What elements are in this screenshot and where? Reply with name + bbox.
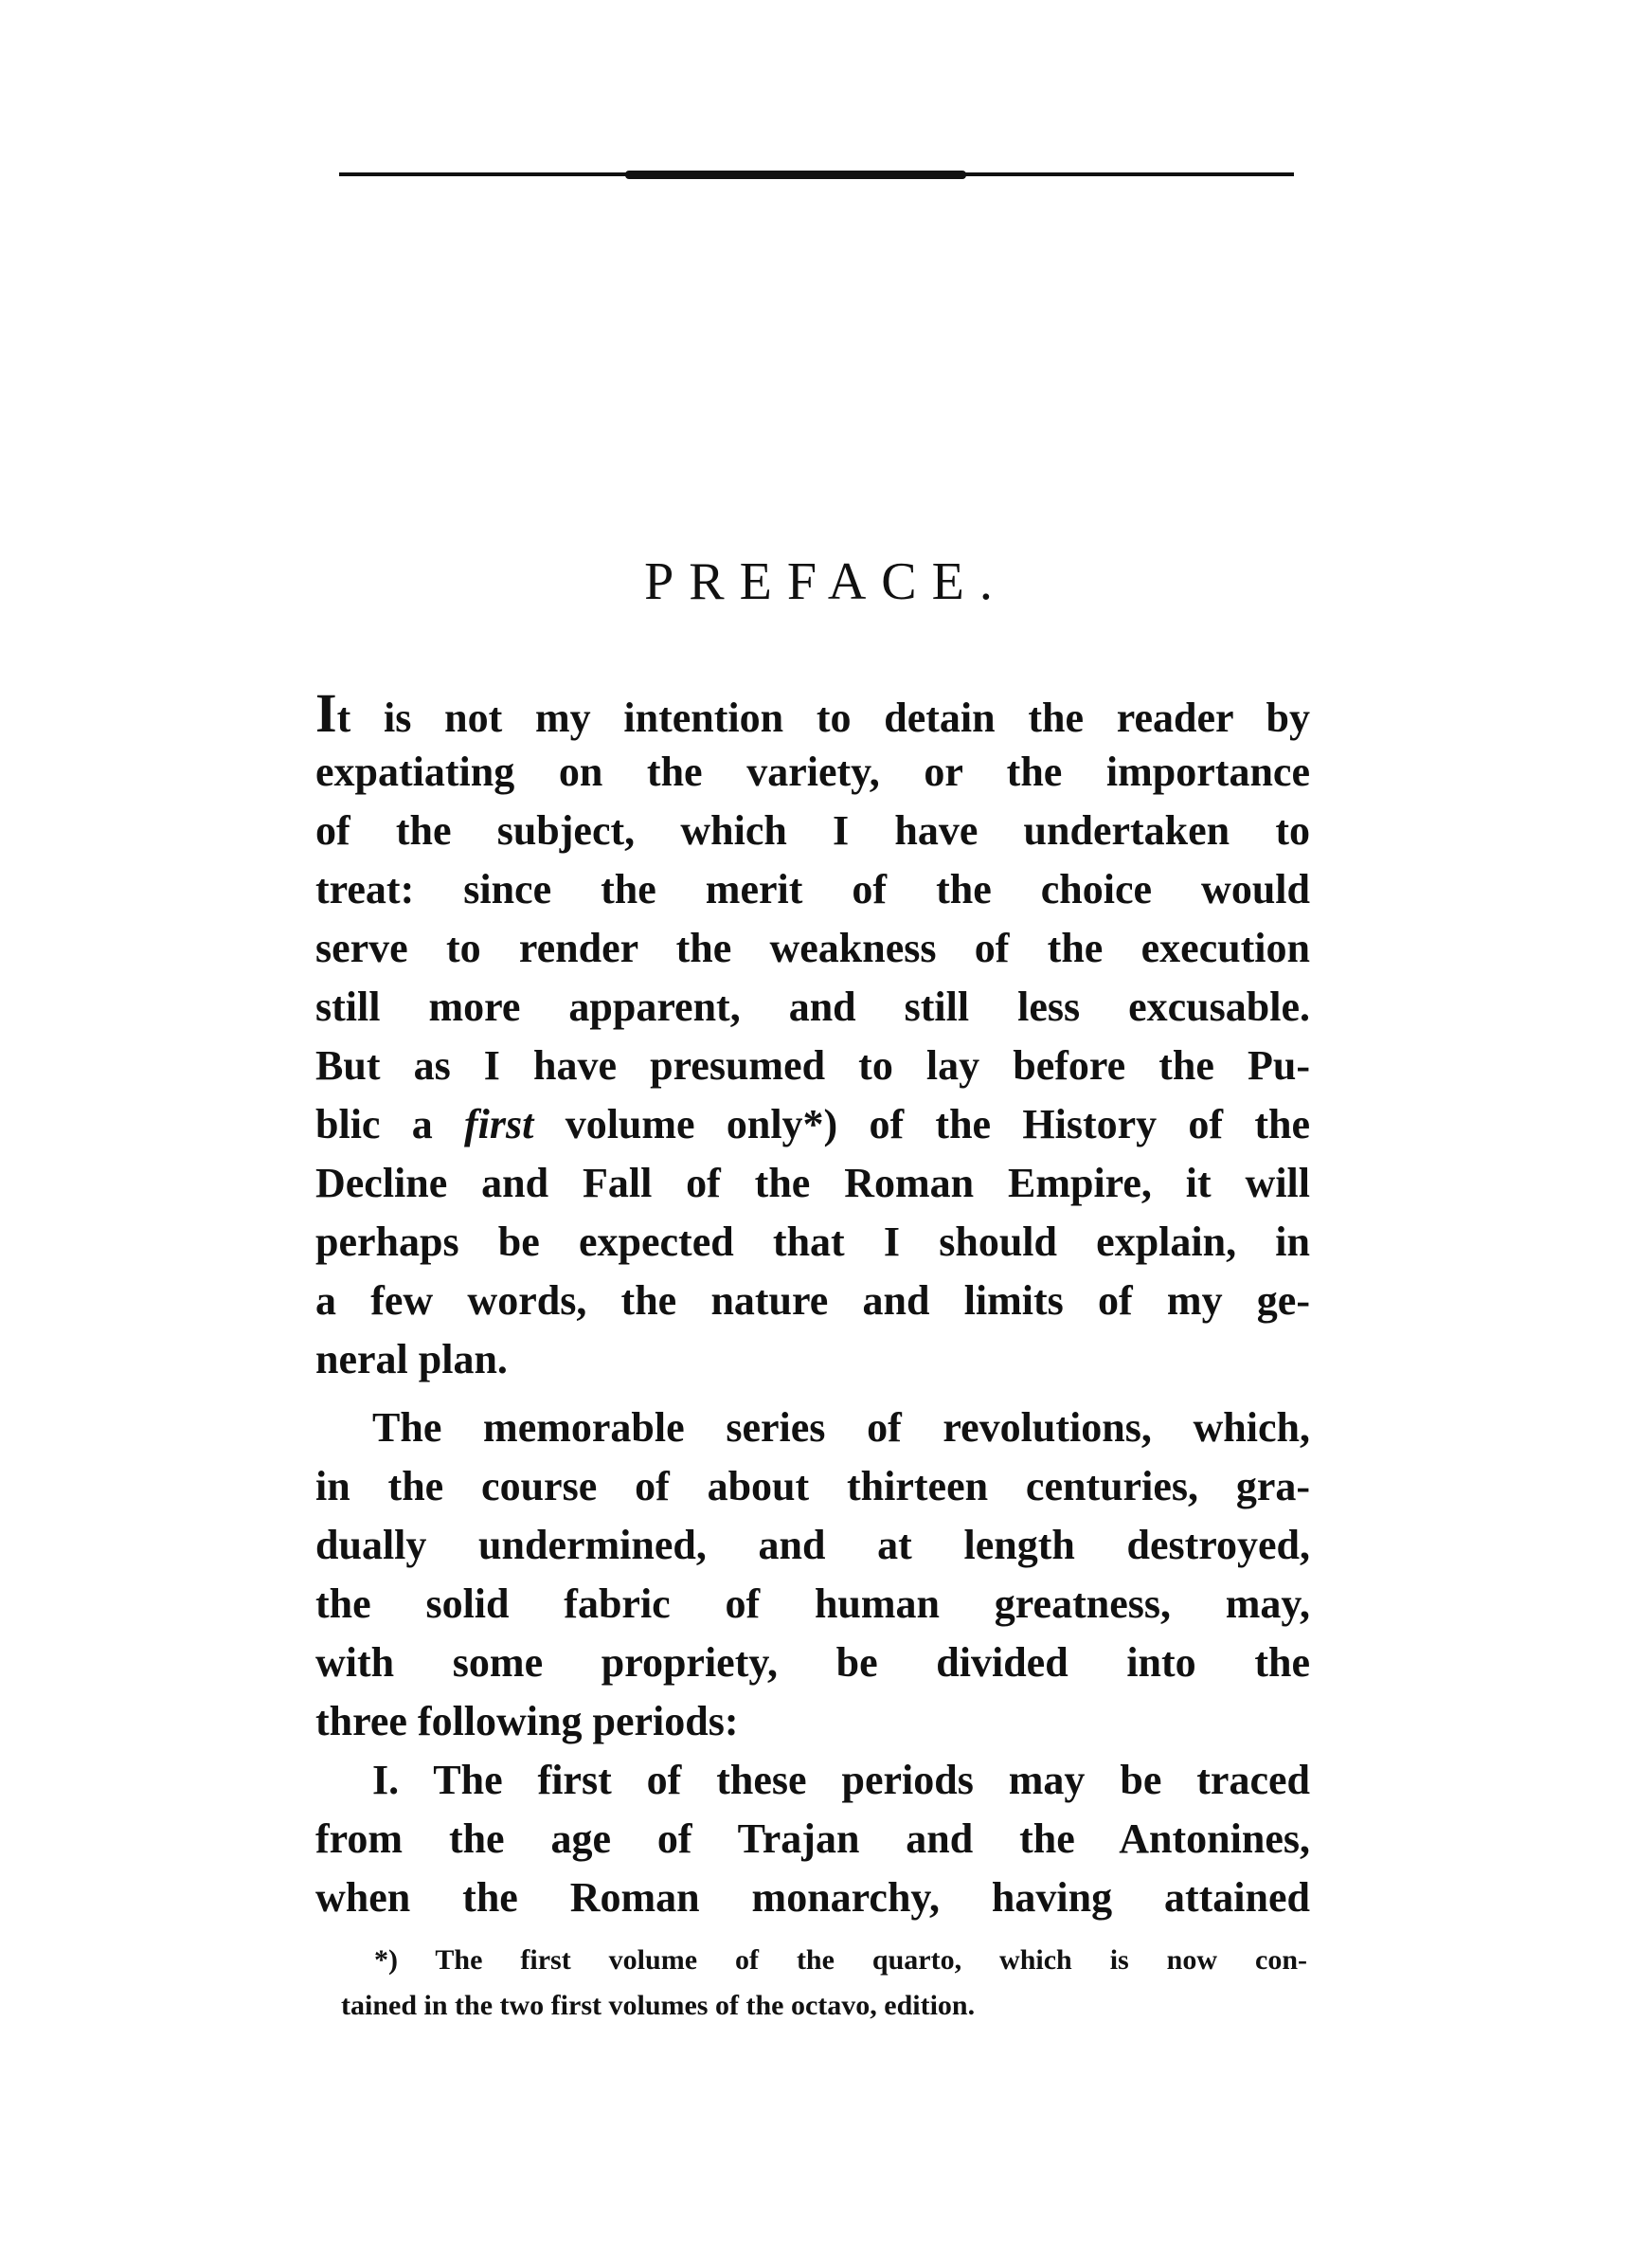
text-line: three following periods: <box>315 1698 739 1744</box>
text-line: It is not my intention to detain the reader by <box>315 682 1310 744</box>
text-line: Decline and Fall of the Roman Empire, it will <box>315 1160 1310 1206</box>
drop-cap: I <box>315 682 337 744</box>
text-line: in the course of about thirteen centuries, gra- <box>315 1463 1310 1509</box>
text-line: still more apparent, and still less excusable. <box>315 984 1310 1030</box>
text-line: perhaps be expected that I should explain, in <box>315 1219 1310 1265</box>
text-line: from the age of Trajan and the Antonines, <box>315 1815 1310 1862</box>
text-line: when the Roman monarchy, having attained <box>315 1874 1310 1921</box>
text-line: treat: since the merit of the choice would <box>315 866 1310 912</box>
footnote <box>341 1938 1307 2029</box>
footnote-line: *) The first volume of the quarto, which is now con- <box>374 1944 1307 1976</box>
text-line: the solid fabric of human greatness, may, <box>315 1580 1310 1627</box>
text-line: neral plan. <box>315 1336 508 1382</box>
text-line: I. The first of these periods may be traced <box>372 1757 1310 1803</box>
paragraph-2 <box>315 1399 1310 1751</box>
text-line: The memorable series of revolutions, which, <box>372 1404 1310 1451</box>
page-title: PREFACE. <box>644 552 1008 611</box>
footnote-line: tained in the two first volumes of the octavo, edition. <box>341 1990 976 2021</box>
paragraph-3 <box>315 1751 1310 1927</box>
text-line: But as I have presumed to lay before the Pu- <box>315 1042 1310 1089</box>
paragraph-1 <box>315 684 1310 1389</box>
text-line: a few words, the nature and limits of my ge- <box>315 1277 1310 1324</box>
top-rule-ornament <box>625 171 966 179</box>
text-line: serve to render the weakness of the execution <box>315 925 1310 971</box>
italic-word: first <box>464 1101 534 1147</box>
text-line: blic a first volume only*) of the History of the <box>315 1101 1311 1147</box>
text-line: of the subject, which I have undertaken to <box>315 807 1310 854</box>
text-line: dually undermined, and at length destroyed, <box>315 1522 1310 1568</box>
text-line: expatiating on the variety, or the importance <box>315 749 1310 795</box>
text-line: with some propriety, be divided into the <box>315 1639 1310 1686</box>
